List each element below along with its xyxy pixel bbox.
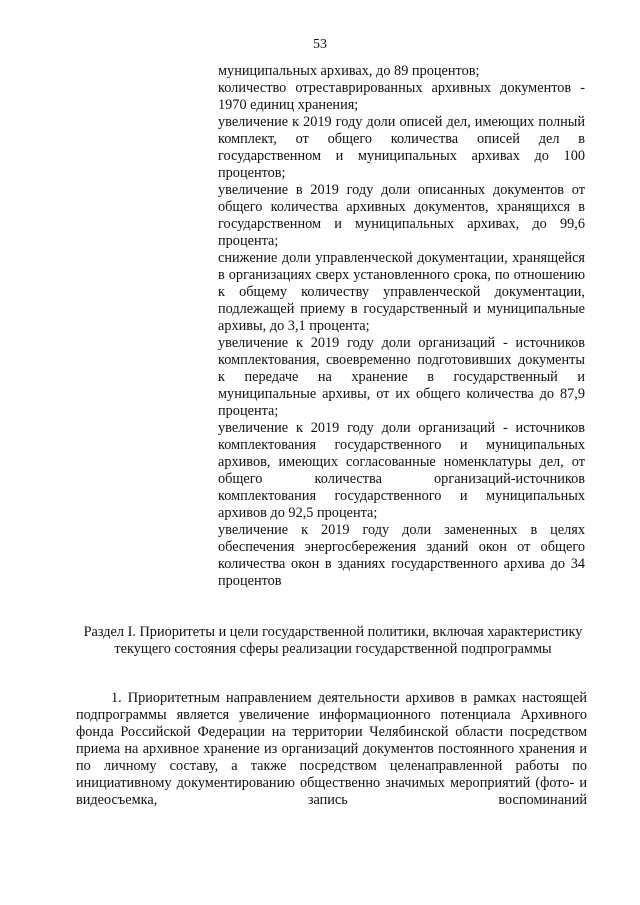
list-item: увеличение в 2019 году доли описанных документов от общего количества архивных документов, хранящихся в государственном и муниципальных архивах, до 99,6 процента;	[218, 182, 585, 249]
list-item: муниципальных архивах, до 89 процентов;	[218, 63, 480, 79]
list-item: увеличение к 2019 году доли описей дел, имеющих полный комплект, от общего количества описей дел в государственном и муниципальных архивах до 100 процентов;	[218, 114, 585, 181]
list-item: увеличение к 2019 году доли организаций - источников комплектования, своевременно подготовивших документы к передаче на хранение в государственный и муниципальные архивы, от их общего количества до 87,9 процента;	[218, 335, 585, 419]
page-number: 53	[313, 37, 327, 52]
section-heading: Раздел I. Приоритеты и цели государственной политики, включая характеристику текущего состояния сферы реализации государственной подпрограммы	[83, 624, 583, 657]
list-item: количество отреставрированных архивных документов - 1970 единиц хранения;	[218, 80, 585, 113]
list-item: снижение доли управленческой документации, хранящейся в организациях сверх установленного срока, по отношению к общему количеству управленческой документации, подлежащей приему в государственный и муниципальные архивы, до 3,1 процента;	[218, 250, 585, 334]
indicators-list	[218, 63, 585, 590]
body-paragraph: 1. Приоритетным направлением деятельности архивов в рамках настоящей подпрограммы является увеличение информационного потенциала Архивного фонда Российской Федерации на территории Челябинской области посредством приема на архивное хранение из организаций документов постоянного хранения и по личному составу, а также посредством целенаправленной работы по инициативному документированию общественно значимых мероприятий (фото- и видеосъемка, запись воспоминаний	[76, 690, 587, 808]
list-item: увеличение к 2019 году доли организаций - источников комплектования государственного и муниципальных архивов, имеющих согласованные номенклатуры дел, от общего количества организаций-источников комплектования государственного и муниципальных архивов до 92,5 процента;	[218, 420, 585, 521]
list-item: увеличение к 2019 году доли замененных в целях обеспечения энергосбережения зданий окон от общего количества окон в зданиях государственного архива до 34 процентов	[218, 522, 585, 589]
